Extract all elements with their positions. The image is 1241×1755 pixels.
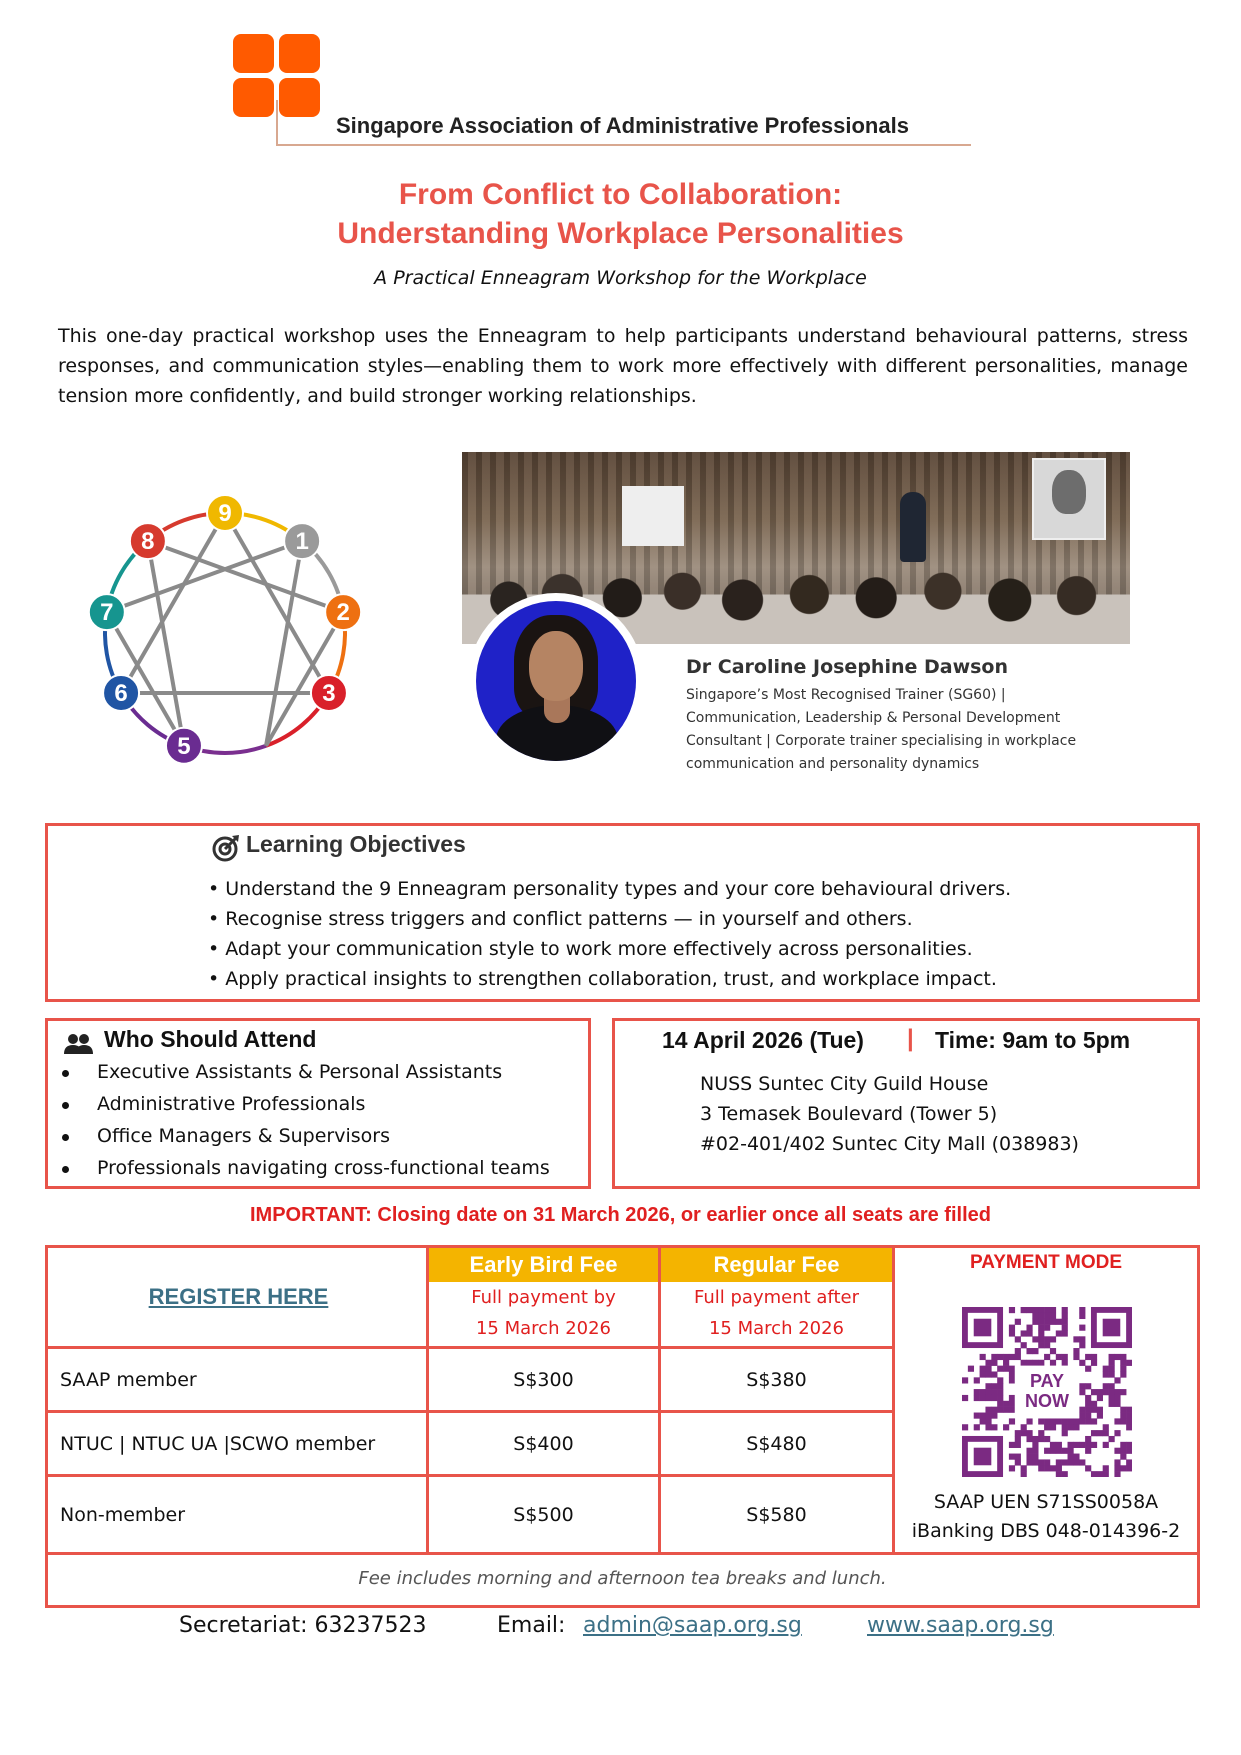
enneagram-point-7 <box>89 594 125 630</box>
bullet-dot <box>62 1070 69 1077</box>
intro-paragraph: This one-day practical workshop uses the Enneagram to help participants understand behavioural patterns, stress responses, and communication styles—enabling them to work more effectively with different personalities, manage tension more confidently, and build stronger working relationships. <box>58 325 1188 407</box>
svg-text:9: 9 <box>218 500 232 527</box>
svg-text:PAY: PAY <box>1029 1371 1065 1391</box>
event-time: Time: 9am to 5pm <box>935 1027 1131 1053</box>
logo-square <box>233 78 274 117</box>
trainer-bio-line: communication and personality dynamics <box>686 756 980 772</box>
page-title: From Conflict to Collaboration: <box>398 178 843 211</box>
register-link[interactable]: REGISTER HERE <box>148 1284 329 1309</box>
bullet-dot <box>62 1134 69 1141</box>
payment-uen: SAAP UEN S71SS0058A <box>933 1491 1159 1513</box>
trainer-bio-line: Consultant | Corporate trainer specialising in workplace <box>686 733 1077 749</box>
early-bird-price: S$300 <box>513 1368 574 1391</box>
payment-mode-title: PAYMENT MODE <box>969 1252 1123 1273</box>
bullet-dot <box>62 1102 69 1109</box>
who-should-attend-title: Who Should Attend <box>104 1026 317 1052</box>
svg-text:2: 2 <box>336 599 350 627</box>
svg-text:8: 8 <box>141 528 155 556</box>
page-title-line2: Understanding Workplace Personalities <box>337 217 904 250</box>
enneagram-point-5 <box>166 728 202 764</box>
regular-fee-date: 15 March 2026 <box>708 1318 845 1339</box>
svg-text:1: 1 <box>295 528 309 556</box>
enneagram-diagram <box>70 485 380 775</box>
svg-text:3: 3 <box>322 680 336 707</box>
regular-price: S$580 <box>746 1503 807 1526</box>
venue-line: #02-401/402 Suntec City Mall (038983) <box>700 1133 1079 1155</box>
objective-item: • Understand the 9 Enneagram personality types and your core behavioural drivers. <box>208 878 1012 900</box>
logo-divider <box>276 144 971 146</box>
regular-price: S$380 <box>746 1368 807 1391</box>
member-type-label: NTUC | NTUC UA |SCWO member <box>60 1432 376 1455</box>
trainer-name: Dr Caroline Josephine Dawson <box>686 656 1009 678</box>
regular-price: S$480 <box>746 1432 807 1455</box>
attendee-item: Office Managers & Supervisors <box>97 1125 390 1147</box>
enneagram-point-3 <box>311 675 347 711</box>
fee-table <box>45 1245 1200 1608</box>
enneagram-point-9 <box>207 495 243 531</box>
event-separator: | <box>907 1025 914 1052</box>
event-date: 14 April 2026 (Tue) <box>662 1027 864 1053</box>
email-label: Email: <box>497 1613 566 1638</box>
regular-fee-condition: Full payment after <box>694 1287 859 1308</box>
fee-note: Fee includes morning and afternoon tea breaks and lunch. <box>358 1568 887 1589</box>
target-icon <box>212 834 240 862</box>
attendee-item: Administrative Professionals <box>97 1093 366 1115</box>
objective-item: • Recognise stress triggers and conflict patterns — in yourself and others. <box>208 908 913 930</box>
bullet-dot <box>62 1166 69 1173</box>
svg-text:5: 5 <box>177 732 191 760</box>
svg-text:6: 6 <box>114 680 128 707</box>
website-link[interactable]: www.saap.org.sg <box>867 1613 1054 1638</box>
regular-fee-header: Regular Fee <box>661 1248 892 1282</box>
enneagram-point-6 <box>103 675 139 711</box>
early-bird-date: 15 March 2026 <box>475 1318 612 1339</box>
trainer-bio-line: Communication, Leadership & Personal Development <box>686 710 1061 726</box>
early-bird-condition: Full payment by <box>471 1287 616 1308</box>
venue-line: NUSS Suntec City Guild House <box>700 1073 989 1095</box>
logo <box>233 34 323 120</box>
secretariat-phone: Secretariat: 63237523 <box>179 1613 427 1638</box>
attendee-item: Executive Assistants & Personal Assistants <box>97 1061 503 1083</box>
paynow-qr-code <box>962 1307 1132 1477</box>
enneagram-point-8 <box>130 523 166 559</box>
venue-line: 3 Temasek Boulevard (Tower 5) <box>700 1103 998 1125</box>
organization-name: Singapore Association of Administrative Professionals <box>336 113 909 138</box>
payment-ibanking: iBanking DBS 048-014396-2 <box>911 1520 1181 1542</box>
learning-objectives-title: Learning Objectives <box>246 831 466 857</box>
objective-item: • Apply practical insights to strengthen collaboration, trust, and workplace impact. <box>208 968 997 990</box>
early-bird-price: S$400 <box>513 1432 574 1455</box>
page-subtitle: A Practical Enneagram Workshop for the Workplace <box>374 267 867 289</box>
enneagram-point-2 <box>325 594 361 630</box>
closing-date-notice: IMPORTANT: Closing date on 31 March 2026, or earlier once all seats are filled <box>250 1204 991 1226</box>
attendee-item: Professionals navigating cross-functional teams <box>97 1157 550 1179</box>
email-link[interactable]: admin@saap.org.sg <box>583 1613 802 1638</box>
objective-item: • Adapt your communication style to work more effectively across personalities. <box>208 938 973 960</box>
member-type-label: Non-member <box>60 1503 186 1526</box>
svg-text:NOW: NOW <box>1025 1391 1069 1411</box>
svg-text:7: 7 <box>100 599 114 627</box>
enneagram-point-1 <box>284 523 320 559</box>
logo-square <box>279 78 320 117</box>
logo-square <box>233 34 274 73</box>
logo-divider <box>276 100 278 146</box>
early-bird-header: Early Bird Fee <box>429 1248 658 1282</box>
trainer-bio-line: Singapore’s Most Recognised Trainer (SG60) | <box>686 687 1006 703</box>
early-bird-price: S$500 <box>513 1503 574 1526</box>
people-icon <box>64 1033 94 1055</box>
paynow-logo <box>1015 1366 1079 1419</box>
trainer-portrait <box>468 593 644 769</box>
logo-square <box>279 34 320 73</box>
member-type-label: SAAP member <box>60 1368 197 1391</box>
